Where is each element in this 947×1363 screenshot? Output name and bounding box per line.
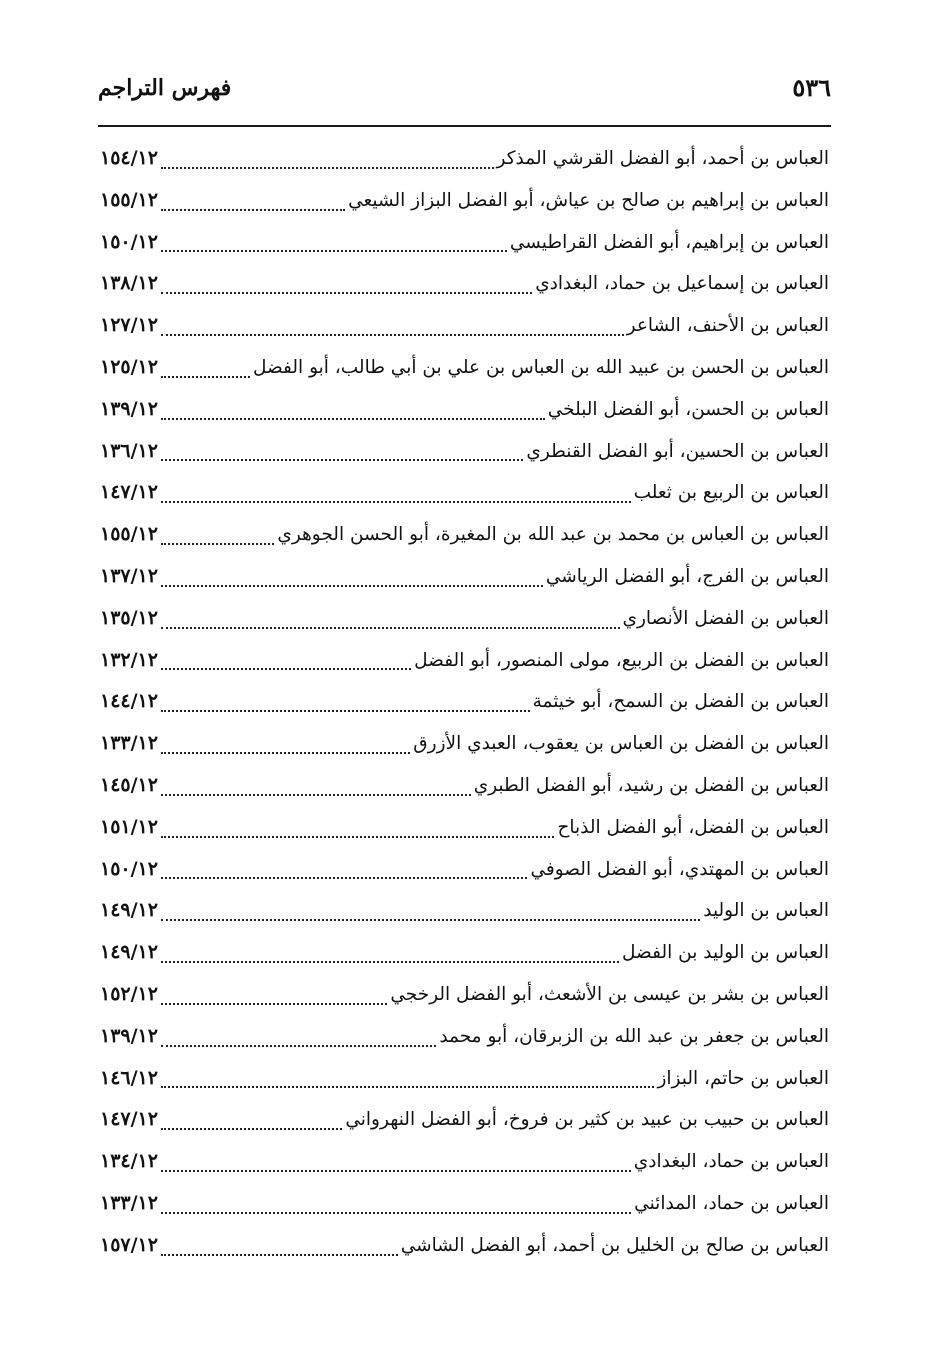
dot-leader — [161, 250, 507, 252]
dot-leader — [161, 1003, 387, 1005]
index-entry — [100, 1099, 829, 1141]
index-entry — [100, 347, 829, 389]
dot-leader — [161, 877, 527, 879]
entry-reference: ١٥٢/١٢ — [100, 982, 158, 1005]
entry-reference: ١٥٥/١٢ — [100, 523, 158, 546]
entry-name: العباس بن العباس بن محمد بن عبد الله بن المغيرة، أبو الحسن الجوهري — [277, 524, 829, 546]
index-entry — [100, 640, 829, 682]
index-entry-list — [100, 138, 829, 1267]
entry-name: العباس بن الحسين، أبو الفضل القنطري — [526, 440, 829, 462]
entry-reference: ١٣٧/١٢ — [100, 564, 158, 587]
entry-reference: ١٢٧/١٢ — [100, 314, 158, 337]
entry-reference: ١٣٦/١٢ — [100, 439, 158, 462]
entry-name: العباس بن الفضل الأنصاري — [622, 607, 829, 629]
entry-reference: ١٤٧/١٢ — [100, 481, 158, 504]
index-entry — [100, 1141, 829, 1183]
entry-name: العباس بن الفضل بن العباس بن يعقوب، العبدي الأزرق — [413, 733, 829, 755]
dot-leader — [161, 501, 631, 503]
index-entry — [100, 723, 829, 765]
running-title: فهرس التراجم — [98, 75, 232, 101]
index-entry — [100, 598, 829, 640]
dot-leader — [161, 1045, 436, 1047]
page-header — [98, 68, 831, 112]
index-entry — [100, 807, 829, 849]
entry-name: العباس بن الفرج، أبو الفضل الرياشي — [545, 565, 829, 587]
entry-name: العباس بن الأحنف، الشاعر — [626, 315, 829, 337]
index-entry — [100, 1016, 829, 1058]
index-entry — [100, 431, 829, 473]
index-entry — [100, 1225, 829, 1267]
entry-name: العباس بن الفضل بن الربيع، مولى المنصور، أبو الفضل — [414, 649, 829, 671]
entry-name: العباس بن الفضل، أبو الفضل الذباح — [557, 816, 829, 838]
entry-name: العباس بن إبراهيم بن صالح بن عياش، أبو الفضل البزاز الشيعي — [348, 189, 829, 211]
entry-reference: ١٤٤/١٢ — [100, 690, 158, 713]
entry-reference: ١٥٥/١٢ — [100, 188, 158, 211]
entry-name: العباس بن صالح بن الخليل بن أحمد، أبو الفضل الشاشي — [400, 1234, 829, 1256]
page-number: ٥٣٦ — [792, 73, 831, 102]
index-entry — [100, 932, 829, 974]
entry-name: العباس بن حماد، البغدادي — [633, 1151, 829, 1173]
entry-name: العباس بن الوليد بن الفضل — [622, 942, 829, 964]
index-entry — [100, 974, 829, 1016]
index-entry — [100, 138, 829, 180]
entry-name: العباس بن بشر بن عيسى بن الأشعث، أبو الفضل الرخجي — [390, 983, 829, 1005]
dot-leader — [161, 627, 620, 629]
dot-leader — [161, 1212, 631, 1214]
dot-leader — [161, 292, 532, 294]
index-entry — [100, 765, 829, 807]
entry-name: العباس بن حماد، المدائني — [634, 1192, 829, 1214]
entry-reference: ١٣٥/١٢ — [100, 606, 158, 629]
entry-reference: ١٣٩/١٢ — [100, 397, 158, 420]
dot-leader — [161, 334, 624, 336]
entry-name: العباس بن حبيب بن عبيد بن كثير بن فروخ، أبو الفضل النهرواني — [345, 1109, 829, 1131]
index-entry — [100, 890, 829, 932]
index-entry — [100, 263, 829, 305]
entry-reference: ١٣٨/١٢ — [100, 272, 158, 295]
entry-name: العباس بن المهتدي، أبو الفضل الصوفي — [530, 858, 829, 880]
entry-reference: ١٣٤/١٢ — [100, 1150, 158, 1173]
entry-reference: ١٣٣/١٢ — [100, 1191, 158, 1214]
entry-reference: ١٢٥/١٢ — [100, 355, 158, 378]
entry-name: العباس بن الفضل بن رشيد، أبو الفضل الطبري — [473, 774, 829, 796]
entry-reference: ١٣٢/١٢ — [100, 648, 158, 671]
dot-leader — [161, 1170, 631, 1172]
dot-leader — [161, 961, 619, 963]
entry-reference: ١٤٩/١٢ — [100, 941, 158, 964]
entry-reference: ١٤٩/١٢ — [100, 899, 158, 922]
entry-name: العباس بن الفضل بن السمح، أبو خيثمة — [532, 691, 829, 713]
dot-leader — [161, 836, 554, 838]
dot-leader — [161, 543, 274, 545]
index-entry — [100, 1058, 829, 1100]
index-entry — [100, 389, 829, 431]
entry-name: العباس بن إسماعيل بن حماد، البغدادي — [535, 273, 829, 295]
index-entry — [100, 180, 829, 222]
entry-name: العباس بن جعفر بن عبد الله بن الزبرقان، أبو محمد — [439, 1025, 829, 1047]
dot-leader — [161, 1128, 342, 1130]
index-entry — [100, 222, 829, 264]
dot-leader — [161, 376, 250, 378]
dot-leader — [161, 1086, 655, 1088]
dot-leader — [161, 919, 700, 921]
index-entry — [100, 1183, 829, 1225]
dot-leader — [161, 585, 543, 587]
entry-reference: ١٥٧/١٢ — [100, 1233, 158, 1256]
index-entry — [100, 849, 829, 891]
entry-reference: ١٤٦/١٢ — [100, 1066, 158, 1089]
entry-name: العباس بن الحسن بن عبيد الله بن العباس بن علي بن أبي طالب، أبو الفضل — [253, 356, 829, 378]
dot-leader — [161, 794, 471, 796]
dot-leader — [161, 1254, 398, 1256]
entry-reference: ١٥٠/١٢ — [100, 230, 158, 253]
header-rule — [98, 125, 831, 127]
entry-reference: ١٥٤/١٢ — [100, 147, 158, 169]
entry-reference: ١٤٥/١٢ — [100, 773, 158, 796]
dot-leader — [161, 710, 530, 712]
index-entry — [100, 472, 829, 514]
index-entry — [100, 556, 829, 598]
entry-reference: ١٥٠/١٢ — [100, 857, 158, 880]
index-entry — [100, 305, 829, 347]
entry-name: العباس بن حاتم، البزاز — [657, 1067, 829, 1089]
dot-leader — [161, 209, 345, 211]
dot-leader — [161, 668, 411, 670]
entry-name: العباس بن الحسن، أبو الفضل البلخي — [547, 398, 829, 420]
entry-name: العباس بن الوليد — [703, 900, 829, 922]
entry-reference: ١٣٩/١٢ — [100, 1024, 158, 1047]
dot-leader — [161, 167, 494, 169]
index-entry — [100, 681, 829, 723]
entry-reference: ١٥١/١٢ — [100, 815, 158, 838]
dot-leader — [161, 459, 523, 461]
dot-leader — [161, 418, 545, 420]
entry-reference: ١٤٧/١٢ — [100, 1108, 158, 1131]
dot-leader — [161, 752, 410, 754]
entry-reference: ١٣٣/١٢ — [100, 732, 158, 755]
entry-name: العباس بن الربيع بن ثعلب — [633, 482, 829, 504]
index-entry — [100, 514, 829, 556]
entry-name: العباس بن إبراهيم، أبو الفضل القراطيسي — [509, 231, 829, 253]
entry-name: العباس بن أحمد، أبو الفضل القرشي المذكر — [496, 148, 829, 169]
